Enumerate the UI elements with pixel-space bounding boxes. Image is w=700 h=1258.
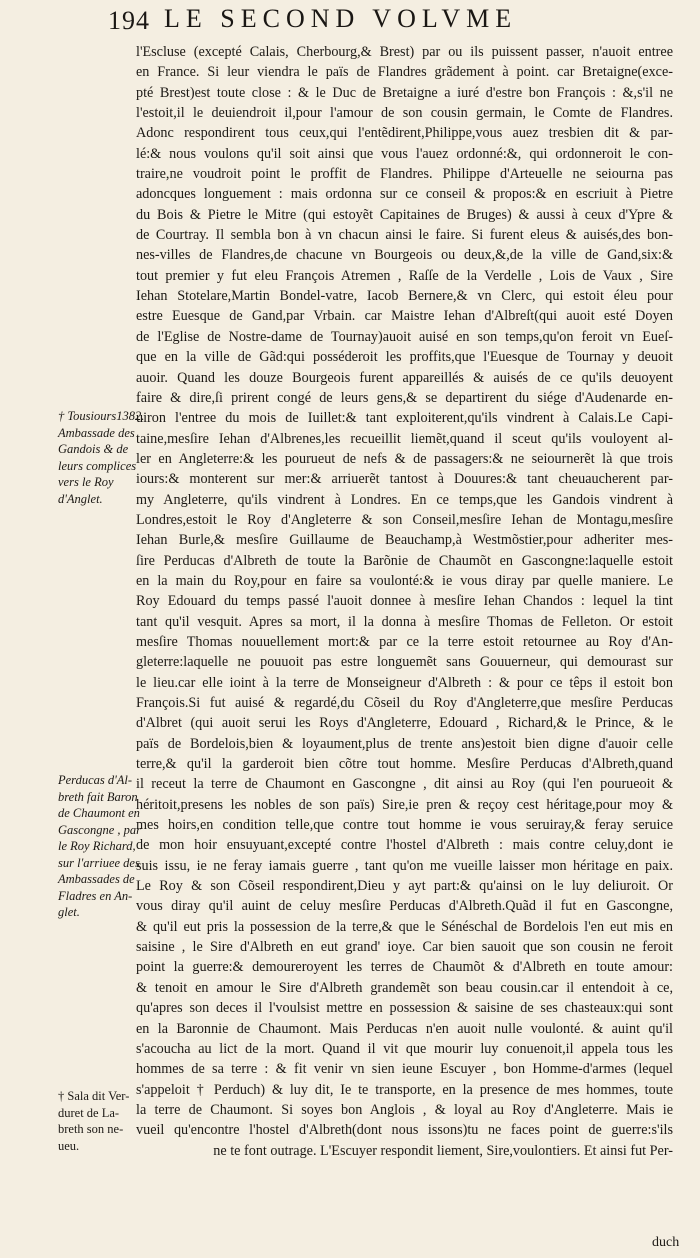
text-line: Iehan Burle,& mesſire Guillaume de Beauchamp,à Westmõstier,pour adheriter mes- — [136, 532, 673, 549]
text-line: Londres,estoit le Roy d'Angleterre & son Conseil,mesſire Iehan de Montagu,mesſire — [136, 511, 673, 528]
folio-number: 194 — [108, 6, 150, 35]
text-line: lé:& nous voulons qu'il soit ainsi que vous l'auez ordonné:&, qui ordonneroit le con- — [136, 145, 673, 162]
margin-note-line: breth son ne- — [58, 1122, 124, 1136]
text-line: l'Escluse (excepté Calais, Cherbourg,& Brest) par ou ils puissent passer, n'auoit entree — [136, 44, 673, 60]
page-header — [108, 6, 698, 38]
text-line: l'estoit,il le deuiendroit il,pour l'amour de son cousin germain, le Comte de Flandres. — [136, 105, 673, 122]
text-line: & qu'il eut pris la possession de la terre,& que le Sénéschal de Bordelois l'en eut mis en — [136, 918, 673, 935]
text-line: estre Euesque de Gand,par Vrbain. car Maistre Iehan d'Albreſt(qui auoit esté Doyen — [136, 308, 673, 325]
text-line: il receut la terre de Chaumont en Gascongne , dit ainsi au Roy (qui l'en pourueoit & — [136, 776, 673, 793]
text-line: taine,mesſire Iehan d'Albrenes,les recueillit liemẽt,quand il sceut qu'ils vouloyent al- — [136, 430, 673, 447]
text-line: de l'Eglise de Nostre-dame de Tournay)auoit auisé en son temps,qu'on feroit vn Eueſ- — [136, 328, 673, 345]
text-line: auoir. Quand les douze Bourgeois furent appareillés & auisés de ce qu'ils deuoyent — [136, 369, 673, 386]
text-line: héritoit,presens les nobles de son païs) Sire,ie pren & reçoy cest héritage,pour moy & — [136, 796, 673, 813]
text-line: hommes de sa terre : & fit venir vn sien ieune Escuyer , bon Homme-d'armes (lequel — [136, 1061, 673, 1078]
text-line: s'appeloit † Perduch) & luy dit, Ie te transporte, en la presence de mes hommes, toute — [136, 1081, 673, 1098]
text-line: iours:& monterent sur mer:& arriuerẽt tantost à Douures:& tant cheuaucherent par- — [136, 471, 673, 488]
text-line: Adonc respondirent tous ceux,qui l'entẽdirent,Philippe,vous auez tresbien dit & par- — [136, 125, 673, 142]
text-line: que en la ville de Gãd:qui posséderoit les proffits,que l'Euesque de Tournay y deuoit — [136, 349, 673, 366]
text-line: païs de Bordelois,bien & loyaument,plus de trente ans)estoit bien digne d'auoir celle — [136, 735, 673, 752]
text-line: mesſire Thomas nouuellement mort:& par ce la terre estoit retournee au Roy d'An- — [136, 633, 673, 650]
margin-note-line: le Roy Richard, — [58, 839, 136, 853]
text-line: tout premier y fut eleu François Atremen , Raſſe de la Verdelle , Lois de Vaux , Sire — [136, 267, 673, 284]
text-line: Iehan Stotelare,Martin Bondel-vatre, Iacob Bernere,& vn Clerc, qui estoit éleu pour — [136, 288, 673, 305]
margin-note-line: duret de La- — [58, 1105, 120, 1120]
text-line: uiron l'entree du mois de Iuillet:& tant exploiterent,qu'ils vindrent à Calais.Le Capi- — [136, 410, 673, 427]
text-line: faire & dire,ſi prirent congé de leurs gens,& se departirent du siége d'Audenarde en- — [136, 389, 673, 406]
text-line: tant qu'il vesquit. Apres sa mort, il la donna à mesſire Thomas de Felleton. Or estoit — [136, 613, 673, 630]
text-line: nes-villes de Flandres,de chacune vn Bourgeois ou deux,&,de la ville de Gand,six:& — [136, 247, 673, 264]
margin-note-line: breth fait Baron — [58, 789, 138, 804]
text-line: ſire Perducas d'Albreth de toute la Barõnie de Chaumõt en Gascongne:laquelle estoit — [136, 552, 673, 569]
text-line: le lieu.car elle ioint à la terre de Monseigneur d'Albreth : & pour ce têps il estoit bon — [136, 674, 673, 691]
margin-note-line: Gascongne , par — [58, 822, 141, 837]
margin-note-line: leurs complices — [58, 458, 137, 473]
text-line: Le Roy & son Cõseil respondirent,Dieu y ayt part:& qu'ainsi on le luy deliuroit. Or — [136, 878, 673, 895]
text-line: d'Albret (qui auoit serui les Roys d'Angleterre, Edouard , Richard,& le Prince, & le — [136, 715, 673, 732]
text-line: ne te font outrage. L'Escuyer respondit liement, Sire,voulontiers. Et ainsi fut Per- — [213, 1142, 673, 1159]
text-line: suis issu, ie ne feray iamais guerre , tant qu'on me vueille laisser mon héritage en paix. — [136, 857, 673, 874]
margin-note-line: ueu. — [58, 1138, 80, 1153]
margin-note-line: Ambassade des — [58, 425, 135, 440]
text-line: terre,& qu'il la garderoit bien cõtre tout homme. Mesſire Perducas d'Albreth,quand — [136, 756, 673, 773]
margin-note-ambassade — [58, 408, 145, 507]
text-line: pté Brest)est toute close : & le Duc de Bretaigne a iuré d'estre bon François : &,s'il ne — [136, 84, 673, 101]
catchword: duch — [652, 1235, 680, 1250]
text-line: gleterre:laquelle ne pouuoit pas estre longuemẽt sans Gouuerneur, qui demourast sur — [136, 654, 673, 671]
text-line: & tenoit en amour le Sire d'Albreth grandemẽt son beau cousin.car il entendoit à ce, — [136, 979, 673, 996]
margin-note-line: vers le Roy — [58, 475, 114, 489]
text-line: s'acoucha au lict de la mort. Quand il vit que mourir luy conuenoit,il appela tous les — [136, 1040, 673, 1057]
text-line: la terre de Chaumont. Si soyes bon Anglois , & loyal au Roy d'Angleterre. Mais ie — [136, 1101, 673, 1118]
text-line: du Bois & Pietre le Mitre (qui estoyẽt Capitaines de Bruges) & aussi à ceux d'Ypre & — [136, 206, 673, 223]
margin-note-line: Perducas d'Al- — [58, 773, 133, 787]
text-line: qu'apres son deces il l'voulsist mettre en possession & saisine de ses chasteaux:qui sont — [136, 1000, 673, 1017]
margin-note-line: † Sala dit Ver- — [58, 1089, 130, 1103]
text-line: ler en Angleterre:& les pourueut de nefs & de passagers:& ne seiournerẽt là que trois — [136, 450, 673, 467]
text-line: my Angleterre, qu'ils vindrent à Londres. En ce temps,que les Gandois vindrent à — [136, 491, 673, 508]
margin-note-line: Ambassades de — [58, 872, 135, 886]
text-line: traire,ne voudroit point le proffit de Flandres. Philippe d'Arteuelle ne seiourna pas — [136, 166, 673, 183]
text-line: mes hoirs,en condition telle,que contre tout homme ie vous seruiray,& feray seruice — [136, 817, 673, 834]
main-text-column — [136, 42, 673, 1161]
text-line: en France. Si leur viendra le païs de Flandres grãdement à point. car Bretaigne(exce- — [136, 64, 673, 81]
text-line: de Courtray. Il sembla bon à vn chacun ainsi le faire. Si furent eleus & auisés,des bon- — [136, 227, 673, 244]
margin-note-line: de Chaumont en — [58, 806, 140, 820]
text-line: saisine , le Sire d'Albreth en eut grand' ioye. Car bien sauoit que son cousin ne feroit — [136, 939, 673, 956]
text-line: vous diray qu'il auint de celuy mesſire Perducas d'Albreth.Quãd il fut en Gascongne, — [136, 898, 673, 915]
running-title: LE SECOND VOLVME — [164, 4, 518, 33]
text-line: en la Baronnie de Chaumont. Mais Perducas n'en auoit nulle voulonté. & auint qu'il — [136, 1020, 673, 1037]
margin-note-line: sur l'arriuee des — [58, 855, 140, 870]
margin-note-sala — [58, 1088, 134, 1154]
margin-note-line: d'Anglet. — [58, 491, 103, 506]
text-line: de mon hoir ensuyuant,excepté contre l'hostel d'Albreth : mais contre celuy,dont ie — [136, 837, 673, 854]
text-line: adoncques longuement : mais ordonna sur ce conseil & propos:& en escriuit à Pietre — [136, 186, 673, 203]
text-line: François.Si fut auisé & regardé,du Cõseil du Roy d'Angleterre,que mesſire Perducas — [136, 695, 673, 711]
margin-note-perducas — [58, 772, 141, 921]
margin-note-line: † Tousiours1382. — [58, 409, 145, 423]
margin-note-line: Fladres en An- — [58, 888, 133, 903]
text-line: Roy Edouard du temps passé l'auoit donnee à mesſire Iehan Chandos : lequel la tint — [136, 593, 673, 610]
margin-note-line: Gandois & de — [58, 442, 129, 456]
text-line: point la guerre:& demoureroyent les terres de Chaumõt & d'Albreth en toute amour: — [136, 959, 673, 976]
margin-note-line: glet. — [58, 905, 80, 919]
text-line: en la main du Roy,pour en faire sa voulonté:& ie vous diray par quelle maniere. Le — [136, 572, 673, 589]
text-line: vueil qu'encontre l'hostel d'Albreth(dont nous issons)tu ne faces point de guerre:s'ils — [136, 1122, 673, 1139]
